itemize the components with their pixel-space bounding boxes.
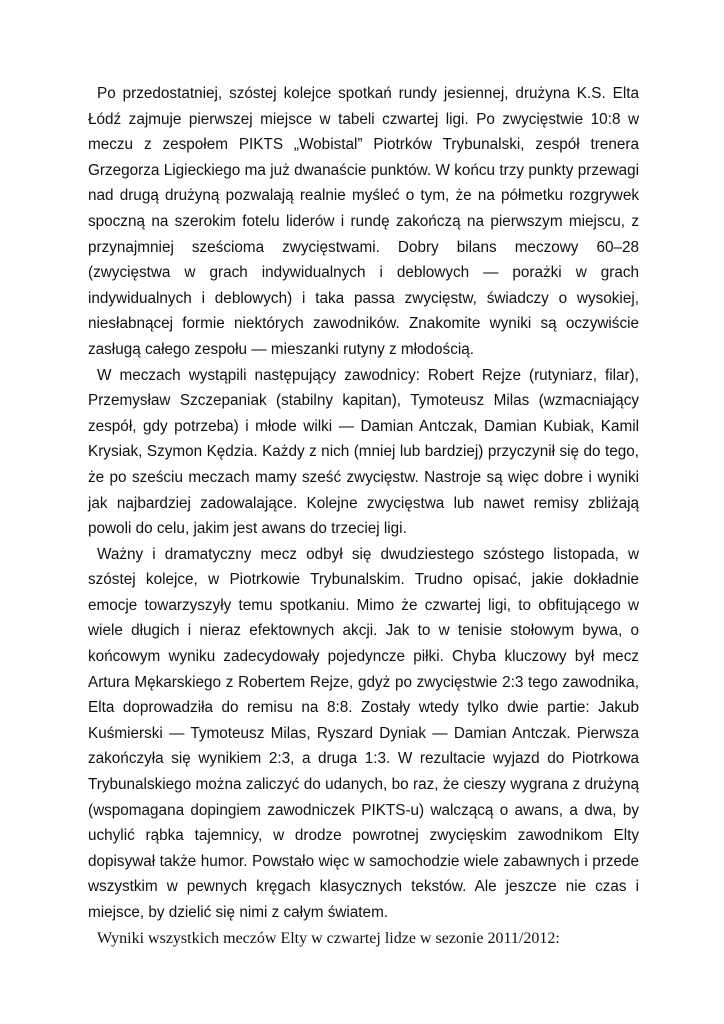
document-page xyxy=(88,81,639,951)
paragraph-results-heading: Wyniki wszystkich meczów Elty w czwartej lidze w sezonie 2011/2012: xyxy=(97,929,560,947)
paragraph-standings: Po przedostatniej, szóstej kolejce spotkań rundy jesiennej, drużyna K.S. Elta Łódź zajmuje pierwszej miejsce w tabeli czwartej ligi. Po zwycięstwie 10:8 w meczu z zespołem PIKTS „Wobistal” Piotrków Trybunalski, zespół trenera Grzegorza Ligieckiego ma już dwanaście punktów. W końcu trzy punkty przewagi nad drugą drużyną pozwalają realnie myśleć o tym, że na półmetku rozgrywek spoczną na szerokim fotelu liderów i rundę zakończą na pierwszym miejscu, z przynajmniej sześcioma zwycięstwami. Dobry bilans meczowy 60–28 (zwycięstwa w grach indywidualnych i deblowych — porażki w grach indywidualnych i deblowych) i taka passa zwycięstw, świadczy o wysokiej, niesłabnącej formie niektórych zawodników. Znakomite wyniki są oczywiście zasługą całego zespołu — mieszanki rutyny z młodością. xyxy=(88,85,639,358)
paragraph-players: W meczach wystąpili następujący zawodnicy: Robert Rejze (rutyniarz, filar), Przemysław Szczepaniak (stabilny kapitan), Tymoteusz Milas (wzmacniający zespół, gdy potrzeba) i młode wilki — Damian Antczak, Damian Kubiak, Kamil Krysiak, Szymon Kędzia. Każdy z nich (mniej lub bardziej) przyczynił się do tego, że po sześciu meczach mamy sześć zwycięstw. Nastroje są więc dobre i wyniki jak najbardziej zadowalające. Kolejne zwycięstwa lub nawet remisy zbliżają powoli do celu, jakim jest awans do trzeciej ligi. xyxy=(88,366,639,538)
paragraph-match-report: Ważny i dramatyczny mecz odbył się dwudziestego szóstego listopada, w szóstej kolejce, w Piotrkowie Trybunalskim. Trudno opisać, jakie dokładnie emocje towarzyszyły temu spotkaniu. Mimo że czwartej ligi, to obfitującego w wiele długich i nieraz efektownych akcji. Jak to w tenisie stołowym bywa, o końcowym wyniku zadecydowały pojedyncze piłki. Chyba kluczowy był mecz Artura Mękarskiego z Robertem Rejze, gdyż po zwycięstwie 2:3 tego zawodnika, Elta doprowadziła do remisu na 8:8. Zostały wtedy tylko dwie partie: Jakub Kuśmierski — Tymoteusz Milas, Ryszard Dyniak — Damian Antczak. Pierwsza zakończyła się wynikiem 2:3, a druga 1:3. W rezultacie wyjazd do Piotrkowa Trybunalskiego można zaliczyć do udanych, bo raz, że cieszy wygrana z drużyną (wspomagana dopingiem zawodniczek PIKTS-u) walczącą o awans, a dwa, by uchylić rąbka tajemnicy, w drodze powrotnej zwycięskim zawodnikom Elty dopisywał także humor. Powstało więc w samochodzie wiele zabawnych i przede wszystkim w pewnych kręgach klasycznych tekstów. Ale jeszcze nie czas i miejsce, by dzielić się nimi z całym światem. xyxy=(88,545,639,921)
